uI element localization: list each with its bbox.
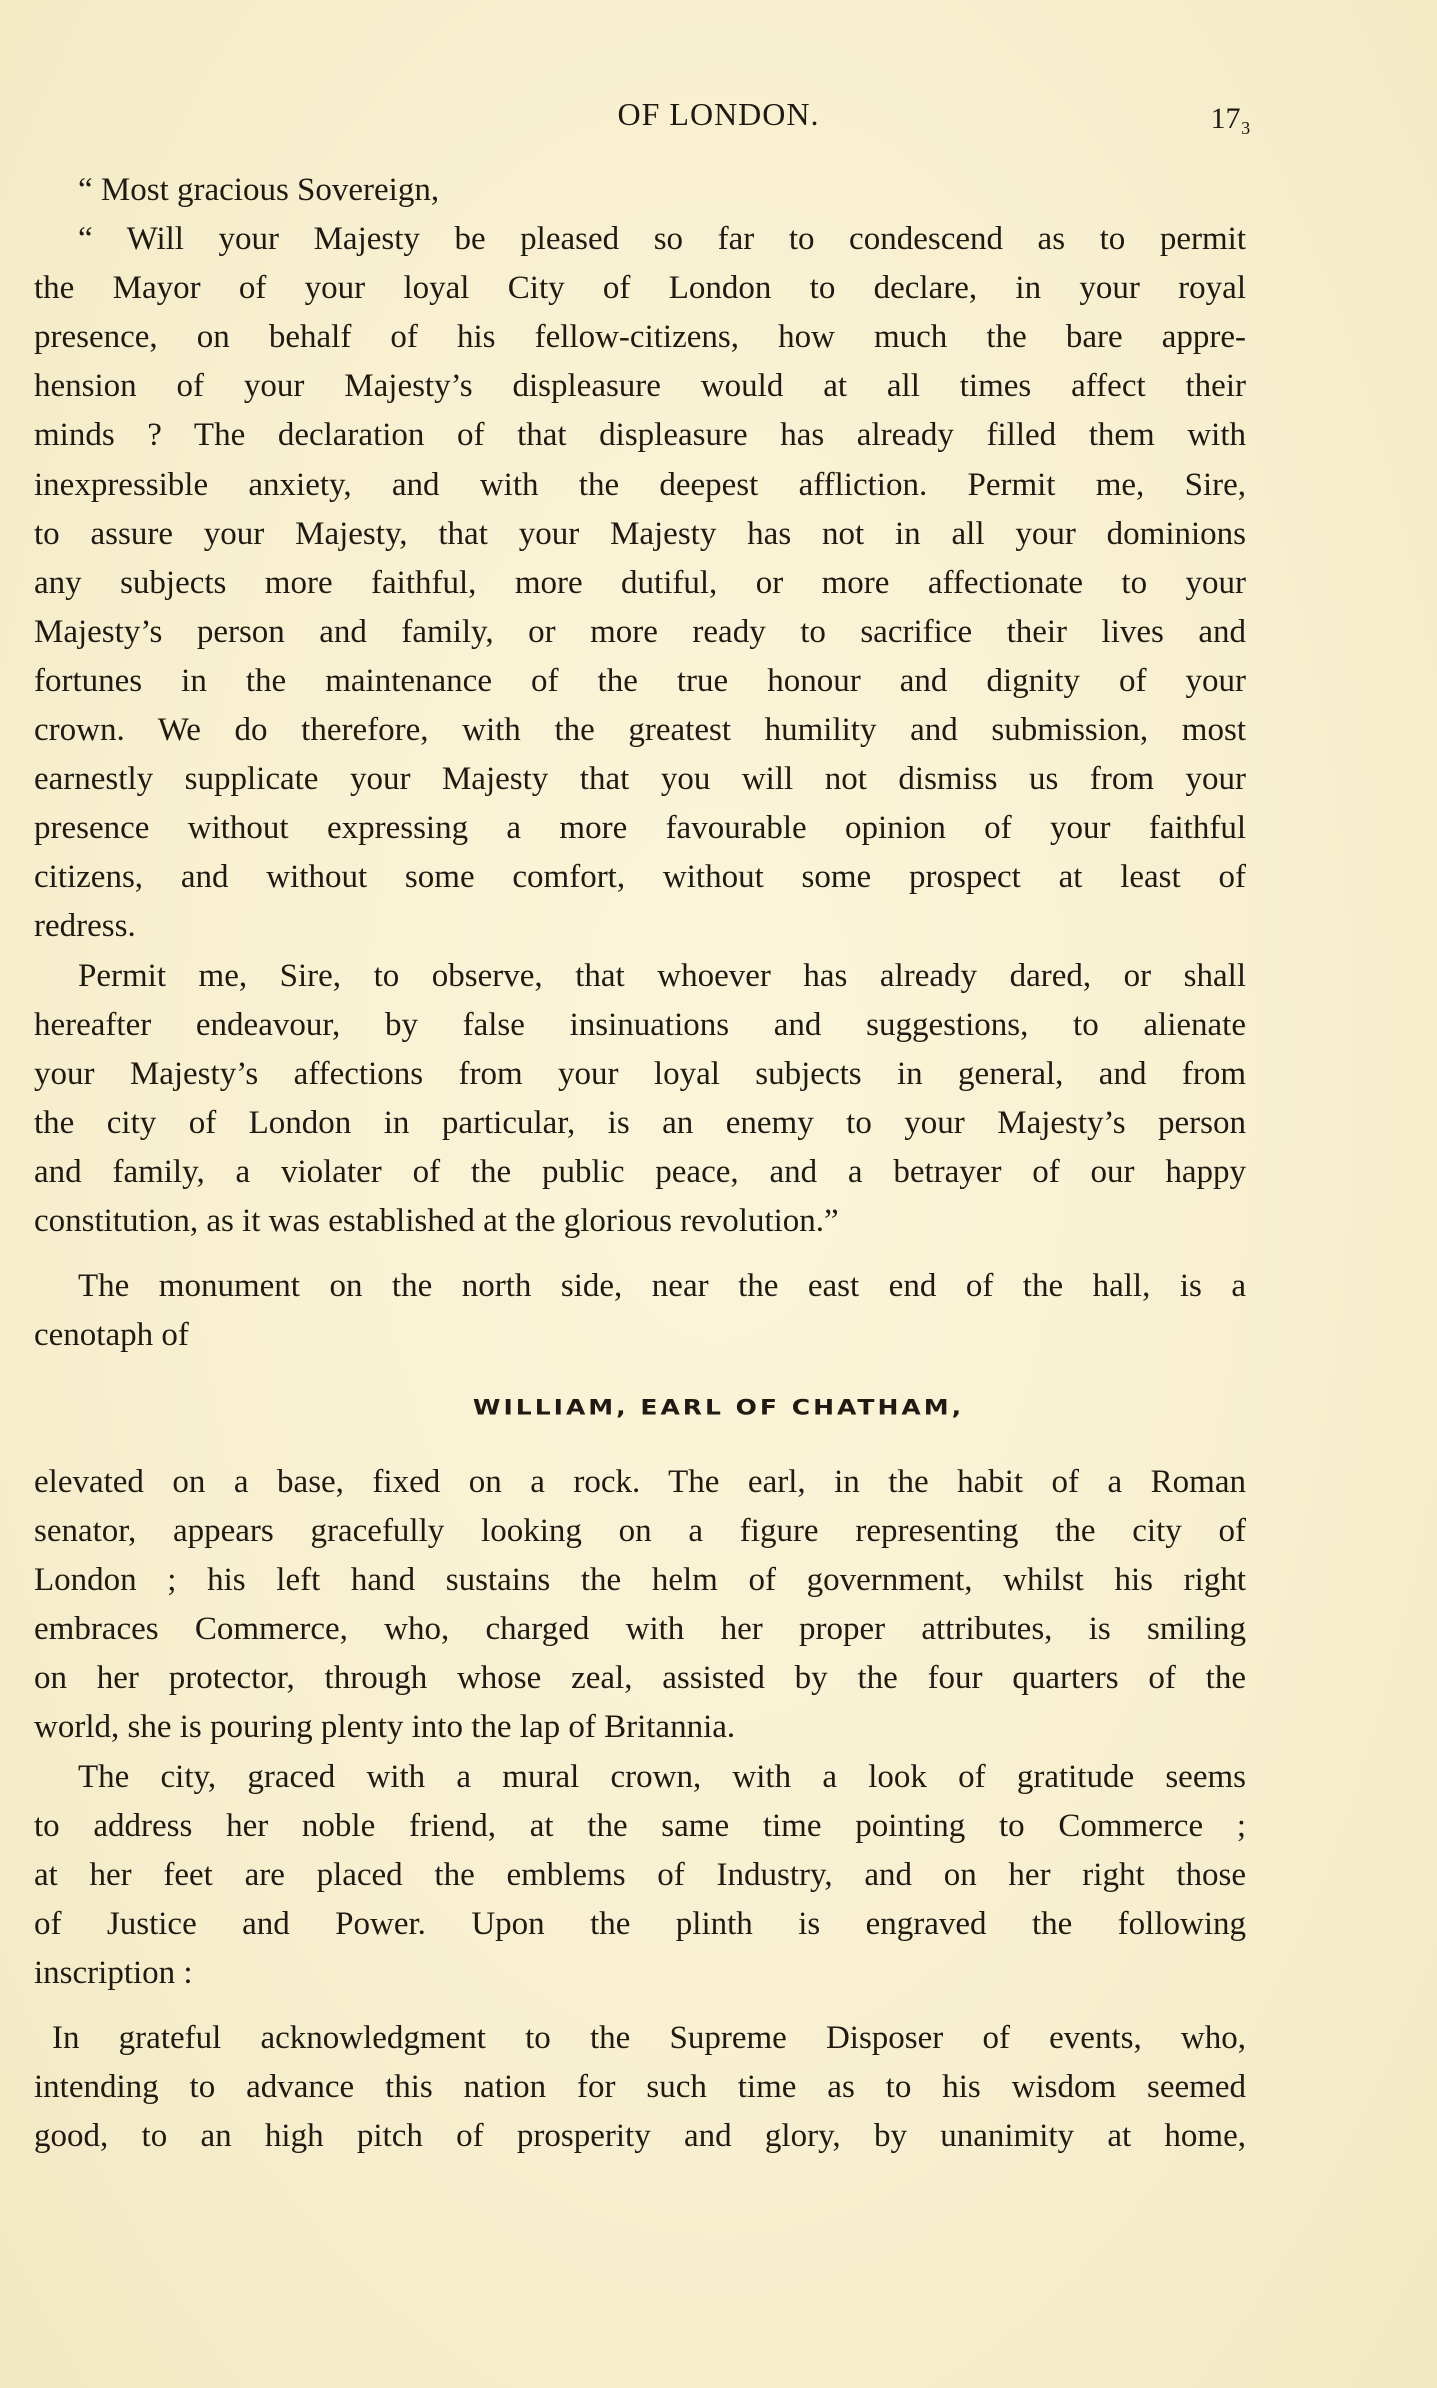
monument-description [34, 1458, 1246, 1998]
text-line: embraces Commerce, who, charged with her proper attributes, is smiling [34, 1611, 1246, 1648]
text-line: the city of London in particular, is an enemy to your Majesty’s person [34, 1104, 1246, 1141]
text-line: at her feet are placed the emblems of Industry, and on her right those [34, 1856, 1246, 1893]
text-line: crown. We do therefore, with the greatest humility and submission, most [34, 712, 1246, 749]
section-heading: WILLIAM, EARL OF CHATHAM, [472, 1395, 965, 1420]
text-line: hension of your Majesty’s displeasure would at all times affect their [34, 368, 1246, 405]
text-line: to assure your Majesty, that your Majesty has not in all your dominions [34, 515, 1246, 552]
text-line: presence, on behalf of his fellow-citizens, how much the bare appre- [34, 319, 1246, 356]
text-line: senator, appears gracefully looking on a figure representing the city of [34, 1513, 1246, 1550]
running-head [0, 96, 1437, 136]
text-line: citizens, and without some comfort, without some prospect at least of [34, 859, 1246, 896]
text-line: world, she is pouring plenty into the lap of Britannia. [34, 1709, 736, 1746]
text-line: cenotaph of [34, 1317, 189, 1354]
text-line: of Justice and Power. Upon the plinth is engraved the following [34, 1905, 1246, 1942]
text-line: intending to advance this nation for such time as to his wisdom seemed [34, 2069, 1246, 2106]
page-number: 17₃ [1210, 102, 1251, 135]
text-line: “ Most gracious Sovereign, [78, 172, 440, 208]
text-line: fortunes in the maintenance of the true honour and dignity of your [34, 662, 1246, 699]
text-line: on her protector, through whose zeal, assisted by the four quarters of the [34, 1660, 1246, 1697]
inscription-text [34, 2014, 1246, 2161]
text-line: redress. [34, 908, 136, 945]
text-line: constitution, as it was established at the glorious revolution.” [34, 1202, 839, 1239]
text-line: The monument on the north side, near the east end of the hall, is a [78, 1268, 1246, 1304]
text-line: presence without expressing a more favourable opinion of your faithful [34, 810, 1246, 847]
text-line: hereafter endeavour, by false insinuations and suggestions, to alienate [34, 1006, 1246, 1043]
text-line: Permit me, Sire, to observe, that whoever has already dared, or shall [78, 957, 1246, 994]
text-line: the Mayor of your loyal City of London to declare, in your royal [34, 270, 1246, 307]
address-paragraphs [34, 166, 1246, 1246]
text-line: In grateful acknowledgment to the Supreme Disposer of events, who, [52, 2020, 1246, 2056]
text-line: “ Will your Majesty be pleased so far to condescend as to permit [78, 221, 1246, 258]
text-line: elevated on a base, fixed on a rock. The earl, in the habit of a Roman [34, 1464, 1246, 1500]
text-line: minds ? The declaration of that displeasure has already filled them with [34, 417, 1246, 454]
text-line: good, to an high pitch of prosperity and glory, by unanimity at home, [34, 2118, 1246, 2155]
text-line: Majesty’s person and family, or more ready to sacrifice their lives and [34, 613, 1246, 650]
text-line: your Majesty’s affections from your loyal subjects in general, and from [34, 1055, 1246, 1092]
text-line: inscription : [34, 1954, 193, 1991]
text-line: The city, graced with a mural crown, with a look of gratitude seems [78, 1758, 1246, 1795]
text-line: earnestly supplicate your Majesty that you will not dismiss us from your [34, 761, 1246, 798]
text-line: and family, a violater of the public peace, and a betrayer of our happy [34, 1153, 1246, 1190]
text-line: inexpressible anxiety, and with the deepest affliction. Permit me, Sire, [34, 466, 1246, 503]
monument-intro [34, 1262, 1246, 1360]
text-line: to address her noble friend, at the same time pointing to Commerce ; [34, 1807, 1246, 1844]
running-title: OF LONDON. [617, 96, 820, 132]
text-line: London ; his left hand sustains the helm of government, whilst his right [34, 1562, 1246, 1599]
text-line: any subjects more faithful, more dutiful, or more affectionate to your [34, 564, 1246, 601]
